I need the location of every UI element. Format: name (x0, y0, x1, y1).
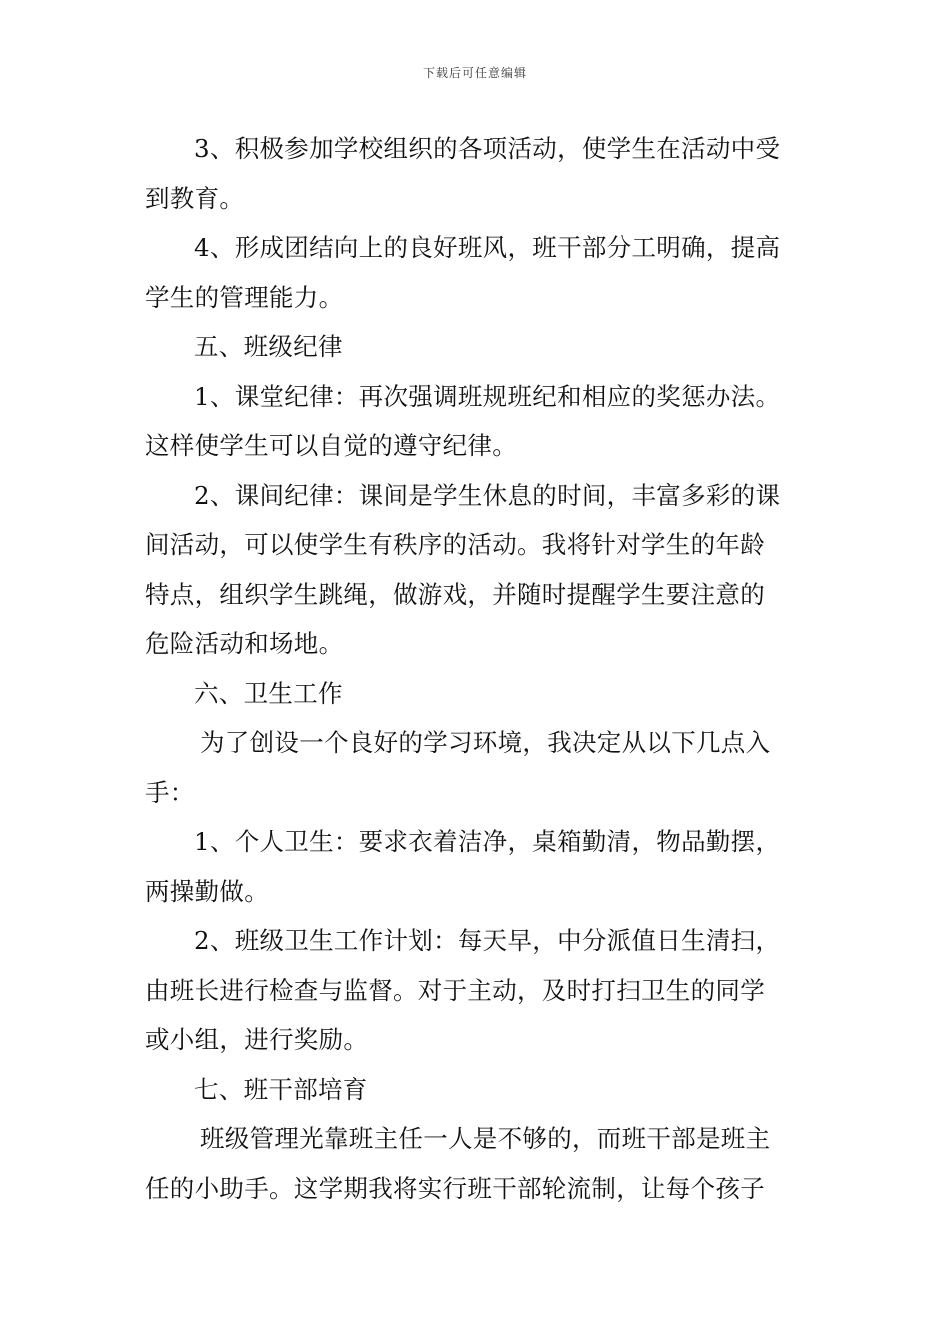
paragraph-line: 1、个人卫生：要求衣着洁净，桌箱勤清，物品勤摆， (194, 827, 781, 856)
paragraph-line: 手： (145, 777, 195, 807)
paragraph-line: 或小组，进行奖励。 (145, 1025, 369, 1054)
paragraph-line: 两操勤做。 (145, 876, 269, 906)
paragraph-line: 学生的管理能力。 (145, 282, 344, 312)
paragraph-line: 2、课间纪律：课间是学生休息的时间，丰富多彩的课 (194, 480, 781, 510)
paragraph-line: 1、课堂纪律：再次强调班规班纪和相应的奖惩办法。 (194, 381, 781, 411)
paragraph-line: 3、积极参加学校组织的各项活动，使学生在活动中受 (194, 134, 781, 163)
paragraph-line: 任的小助手。这学期我将实行班干部轮流制，让每个孩子 (145, 1173, 765, 1203)
paragraph-line: 4、形成团结向上的良好班风，班干部分工明确，提高 (194, 233, 781, 262)
section-heading: 六、卫生工作 (194, 678, 343, 708)
paragraph-line: 由班长进行检查与监督。对于主动，及时打扫卫生的同学 (145, 975, 765, 1005)
paragraph-line: 特点，组织学生跳绳，做游戏，并随时提醒学生要注意的 (145, 579, 765, 609)
paragraph-line: 班级管理光靠班主任一人是不够的，而班干部是班主 (200, 1124, 771, 1153)
paragraph-line: 2、班级卫生工作计划：每天早，中分派值日生清扫， (194, 926, 781, 955)
paragraph-line: 为了创设一个良好的学习环境，我决定从以下几点入 (200, 728, 771, 757)
paragraph-line: 这样使学生可以自觉的遵守纪律。 (145, 431, 517, 460)
paragraph-line: 到教育。 (145, 183, 245, 213)
document-body (145, 124, 810, 1213)
section-heading: 七、班干部培育 (194, 1074, 368, 1104)
paragraph-line: 危险活动和场地。 (145, 629, 344, 658)
section-heading: 五、班级纪律 (194, 332, 343, 361)
paragraph-line: 间活动，可以使学生有秩序的活动。我将针对学生的年龄 (145, 530, 765, 559)
page-header: 下载后可任意编辑 (422, 66, 527, 80)
